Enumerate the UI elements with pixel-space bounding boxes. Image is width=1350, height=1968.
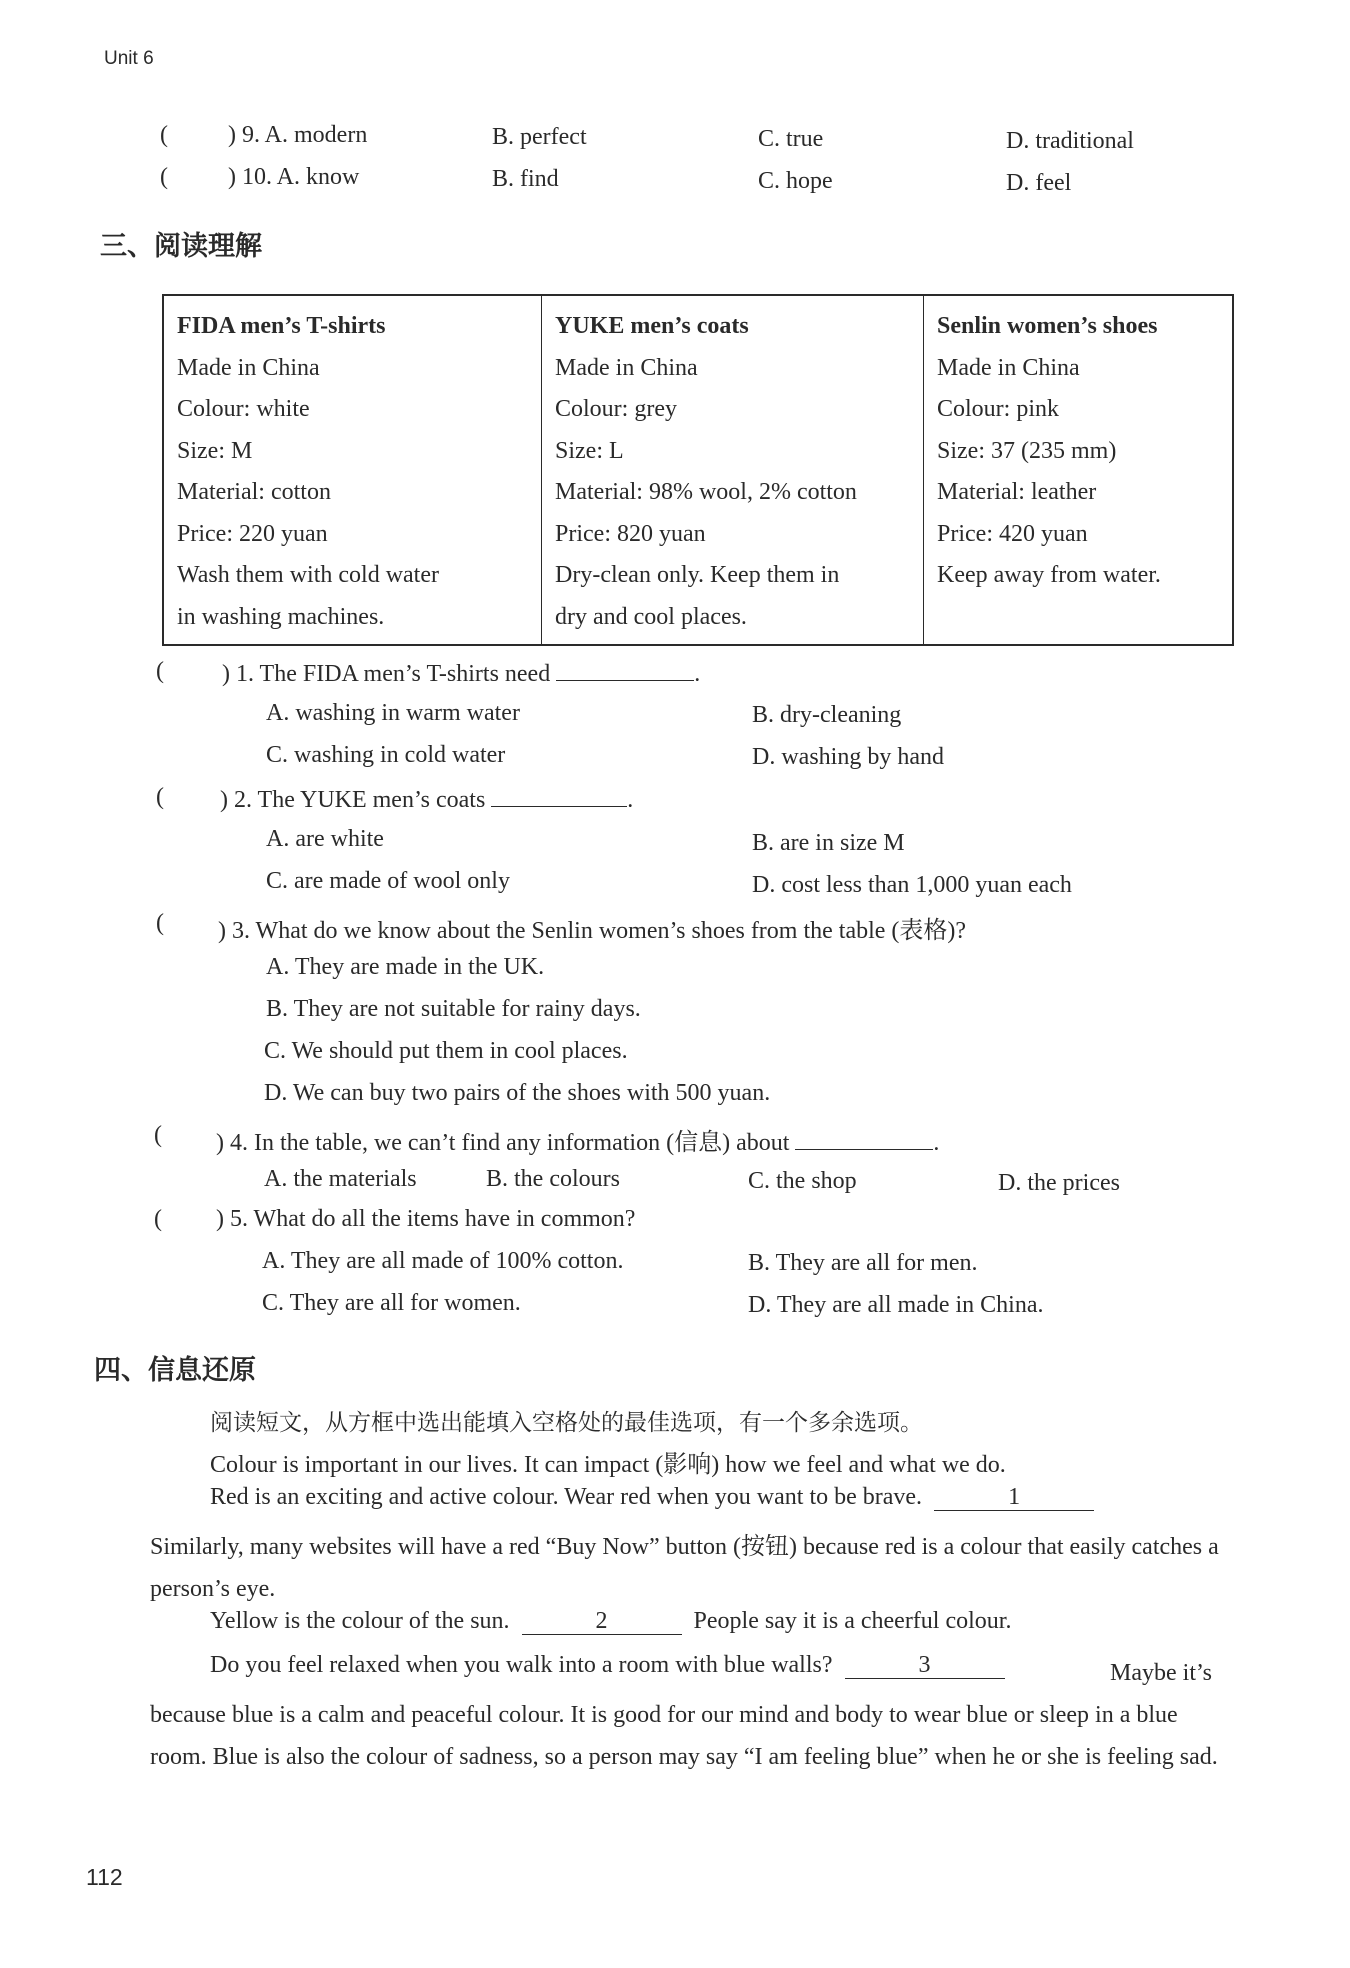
product-info-table <box>162 294 1234 646</box>
table-cell-line: Dry-clean only. Keep them in <box>555 562 840 588</box>
q4-option-d: D. the prices <box>998 1170 1120 1196</box>
q1-option-c: C. washing in cold water <box>266 742 506 768</box>
table-cell-line: Size: 37 (235 mm) <box>937 437 1117 464</box>
q1-option-a: A. washing in warm water <box>266 700 520 726</box>
paren-open: ( <box>154 1206 162 1232</box>
passage-paragraph-2-start <box>210 1484 1094 1511</box>
q4-option-a: A. the materials <box>264 1166 417 1192</box>
question-3: ) 3. What do we know about the Senlin women’s shoes from the table (表格)? <box>218 918 967 944</box>
table-cell-line: Size: L <box>555 437 624 464</box>
passage-paragraph-1: Colour is important in our lives. It can impact (影响) how we feel and what we do. <box>210 1452 1006 1478</box>
passage-text: People say it is a cheerful colour. <box>693 1608 1012 1634</box>
cloze-q10-option-d: D. feel <box>1006 170 1072 196</box>
table-cell-line: Colour: grey <box>555 396 677 422</box>
section-4-instruction: 阅读短文，从方框中选出能填入空格处的最佳选项，有一个多余选项。 <box>210 1410 923 1436</box>
table-cell-line: Made in China <box>555 354 698 381</box>
numbered-blank-3: 3 <box>845 1652 1005 1679</box>
table-cell-line: Keep away from water. <box>937 562 1161 588</box>
q3-option-c: C. We should put them in cool places. <box>264 1038 628 1064</box>
question-stem: ) 2. The YUKE men’s coats <box>220 787 486 813</box>
cloze-q10-stem: ) 10. A. know <box>228 164 360 190</box>
question-stem: ) 4. In the table, we can’t find any information (信息) about <box>216 1130 790 1156</box>
answer-blank <box>795 1127 933 1150</box>
question-2: ) 2. The YUKE men’s coats . <box>220 784 633 814</box>
cloze-q9-option-c: C. true <box>758 126 824 152</box>
table-cell-title: YUKE men’s coats <box>555 313 749 339</box>
table-cell-line: Price: 820 yuan <box>555 520 706 547</box>
cloze-q9-stem: ) 9. A. modern <box>228 122 368 148</box>
cloze-q10-option-c: C. hope <box>758 168 833 194</box>
table-cell-line: Wash them with cold water <box>177 562 439 588</box>
passage-text: Yellow is the colour of the sun. <box>210 1608 510 1634</box>
table-cell-fida <box>163 295 542 645</box>
cloze-q9-option-b: B. perfect <box>492 124 587 150</box>
paren-open: ( <box>156 658 164 684</box>
table-cell-line: Material: 98% wool, 2% cotton <box>555 479 857 505</box>
q4-option-c: C. the shop <box>748 1168 857 1194</box>
paren-open: ( <box>160 122 168 148</box>
table-cell-line: Colour: white <box>177 396 310 422</box>
passage-paragraph-4-end: Maybe it’s because blue is a calm and peaceful colour. It is good for our mind and body to wear blue or sleep in a blue room. Blue is also the colour of sadness, so a person may say “I am feeling blue” when he or she is feeling sad. <box>150 1660 1218 1770</box>
answer-blank <box>556 658 694 681</box>
question-5: ) 5. What do all the items have in common? <box>216 1206 636 1232</box>
page-number: 112 <box>86 1864 123 1890</box>
question-1: ) 1. The FIDA men’s T-shirts need . <box>222 658 700 688</box>
cloze-q10-option-b: B. find <box>492 166 559 192</box>
table-cell-line: Price: 420 yuan <box>937 520 1088 547</box>
q3-option-b: B. They are not suitable for rainy days. <box>266 996 641 1022</box>
unit-label: Unit 6 <box>104 48 154 69</box>
q3-option-d: D. We can buy two pairs of the shoes with 500 yuan. <box>264 1080 771 1106</box>
q3-option-a: A. They are made in the UK. <box>266 954 545 980</box>
table-cell-yuke <box>542 295 924 645</box>
q4-option-b: B. the colours <box>486 1166 620 1192</box>
table-cell-line: Material: leather <box>937 479 1097 505</box>
passage-paragraph-3 <box>210 1608 1011 1635</box>
q5-option-b: B. They are all for men. <box>748 1250 978 1276</box>
table-cell-line: Made in China <box>177 354 320 381</box>
q2-option-b: B. are in size M <box>752 830 905 856</box>
q5-option-c: C. They are all for women. <box>262 1290 521 1316</box>
paren-open: ( <box>156 784 164 810</box>
question-4: ) 4. In the table, we can’t find any information (信息) about . <box>216 1122 939 1157</box>
table-cell-line: Colour: pink <box>937 396 1060 422</box>
table-cell-line: Size: M <box>177 437 253 464</box>
passage-paragraph-2-end: Similarly, many websites will have a red “Buy Now” button (按钮) because red is a colour that easily catches a person’s eye. <box>150 1534 1219 1602</box>
answer-blank <box>491 784 627 807</box>
q2-option-d: D. cost less than 1,000 yuan each <box>752 872 1072 898</box>
section-4-title: 四、信息还原 <box>94 1355 256 1386</box>
paren-open: ( <box>154 1122 162 1148</box>
table-cell-line: Made in China <box>937 354 1080 381</box>
numbered-blank-2: 2 <box>522 1608 682 1635</box>
passage-text: Red is an exciting and active colour. Wear red when you want to be brave. <box>210 1484 923 1510</box>
q5-option-d: D. They are all made in China. <box>748 1292 1044 1318</box>
q1-option-b: B. dry-cleaning <box>752 702 902 728</box>
table-cell-senlin <box>924 295 1234 645</box>
paren-open: ( <box>156 910 164 936</box>
q1-option-d: D. washing by hand <box>752 744 944 770</box>
table-cell-line: Material: cotton <box>177 479 331 505</box>
section-3-title: 三、阅读理解 <box>100 231 262 262</box>
cloze-q9-option-d: D. traditional <box>1006 128 1134 154</box>
passage-text: Do you feel relaxed when you walk into a room with blue walls? <box>210 1652 833 1678</box>
q2-option-a: A. are white <box>266 826 384 852</box>
question-stem: ) 1. The FIDA men’s T-shirts need <box>222 661 551 687</box>
table-cell-line: dry and cool places. <box>555 603 747 630</box>
paren-open: ( <box>160 164 168 190</box>
table-cell-title: Senlin women’s shoes <box>937 313 1158 339</box>
table-cell-title: FIDA men’s T-shirts <box>177 313 386 339</box>
table-cell-line: in washing machines. <box>177 603 385 630</box>
numbered-blank-1: 1 <box>934 1484 1094 1511</box>
q5-option-a: A. They are all made of 100% cotton. <box>262 1248 624 1274</box>
q2-option-c: C. are made of wool only <box>266 868 510 894</box>
table-cell-line: Price: 220 yuan <box>177 520 328 547</box>
